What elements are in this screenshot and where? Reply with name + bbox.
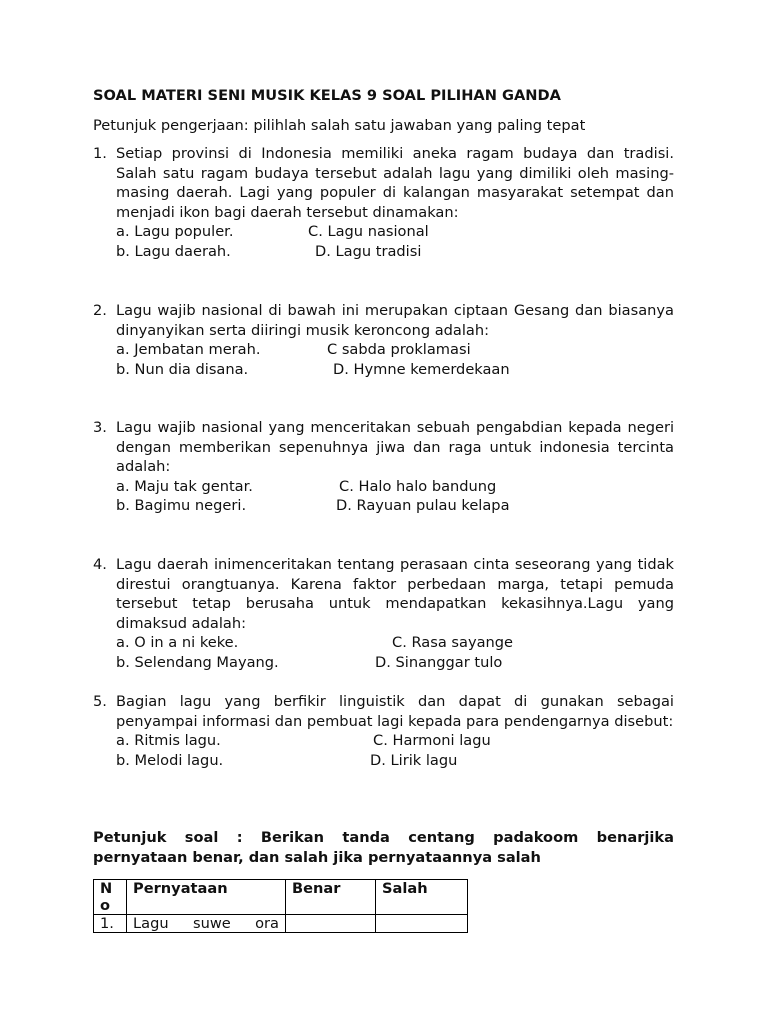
row-number: 1. (94, 915, 127, 933)
option-b: b. Bagimu negeri. (116, 497, 247, 515)
question-text: Lagu wajib nasional di bawah ini merupakan ciptaan Gesang dan biasanya dinyanyikan serta diiringi musik keroncong adalah: (116, 302, 674, 339)
question-4 (93, 555, 674, 673)
question-5 (93, 692, 674, 770)
option-c: C sabda proklamasi (327, 341, 471, 359)
option-d: D. Sinanggar tulo (375, 653, 503, 671)
header-true: Benar (286, 880, 376, 915)
question-number: 1. (93, 145, 107, 162)
statement-word: suwe (192, 915, 231, 932)
statement-word: ora (255, 915, 279, 932)
option-a: a. O in a ni keke. (116, 634, 239, 652)
question-text: Lagu wajib nasional yang menceritakan sebuah pengabdian kepada negeri dengan memberikan sepenuhnya jiwa dan raga untuk indonesia tercinta adalah: (116, 419, 674, 476)
true-false-instruction: Petunjuk soal : Berikan tanda centang padakoom benarjika pernyataan benar, dan salah jika pernyataannya salah (93, 829, 674, 866)
statement-word: Lagu (133, 915, 169, 932)
option-d: D. Lirik lagu (370, 751, 458, 769)
question-1 (93, 144, 674, 262)
row-statement (127, 915, 286, 933)
question-text: Bagian lagu yang berfikir linguistik dan dapat di gunakan sebagai penyampai informasi dan pembuat lagi kepada para pendengarnya disebut: (116, 693, 674, 730)
option-a: a. Jembatan merah. (116, 341, 261, 359)
option-c: C. Harmoni lagu (373, 732, 491, 750)
header-no: No (94, 880, 127, 915)
option-a: a. Maju tak gentar. (116, 477, 253, 495)
option-b: b. Nun dia disana. (116, 360, 249, 378)
instruction-text: Petunjuk pengerjaan: pilihlah salah satu jawaban yang paling tepat (93, 117, 586, 134)
option-c: C. Rasa sayange (392, 634, 514, 652)
option-d: D. Hymne kemerdekaan (333, 360, 510, 378)
option-d: D. Rayuan pulau kelapa (336, 497, 510, 515)
option-c: C. Lagu nasional (308, 223, 429, 241)
header-statement: Pernyataan (127, 880, 286, 915)
option-b: b. Selendang Mayang. (116, 653, 279, 671)
question-3 (93, 418, 674, 516)
question-number: 4. (93, 556, 107, 573)
false-checkbox-cell[interactable] (376, 915, 468, 933)
option-c: C. Halo halo bandung (339, 477, 497, 495)
header-false: Salah (376, 880, 468, 915)
question-text: Lagu daerah inimenceritakan tentang perasaan cinta seseorang yang tidak direstui orangtuanya. Karena faktor perbedaan marga, tetapi pemuda tersebut tetap berusaha untuk mendapatkan kekasihnya.Lagu yang dimaksud adalah: (116, 556, 674, 632)
option-b: b. Lagu daerah. (116, 242, 231, 260)
table-header-row (94, 880, 468, 915)
question-number: 3. (93, 419, 107, 436)
table-row (94, 915, 468, 933)
true-checkbox-cell[interactable] (286, 915, 376, 933)
true-false-table (93, 879, 468, 933)
option-d: D. Lagu tradisi (315, 242, 422, 260)
question-number: 2. (93, 302, 107, 319)
option-b: b. Melodi lagu. (116, 751, 224, 769)
question-text: Setiap provinsi di Indonesia memiliki aneka ragam budaya dan tradisi. Salah satu ragam budaya tersebut adalah lagu yang dimiliki oleh masing-masing daerah. Lagi yang populer di kalangan masyarakat setempat dan menjadi ikon bagi daerah tersebut dinamakan: (116, 145, 674, 221)
question-2 (93, 301, 674, 379)
document-title: SOAL MATERI SENI MUSIK KELAS 9 SOAL PILIHAN GANDA (93, 87, 561, 104)
option-a: a. Lagu populer. (116, 223, 234, 241)
option-a: a. Ritmis lagu. (116, 732, 221, 750)
question-number: 5. (93, 693, 107, 710)
